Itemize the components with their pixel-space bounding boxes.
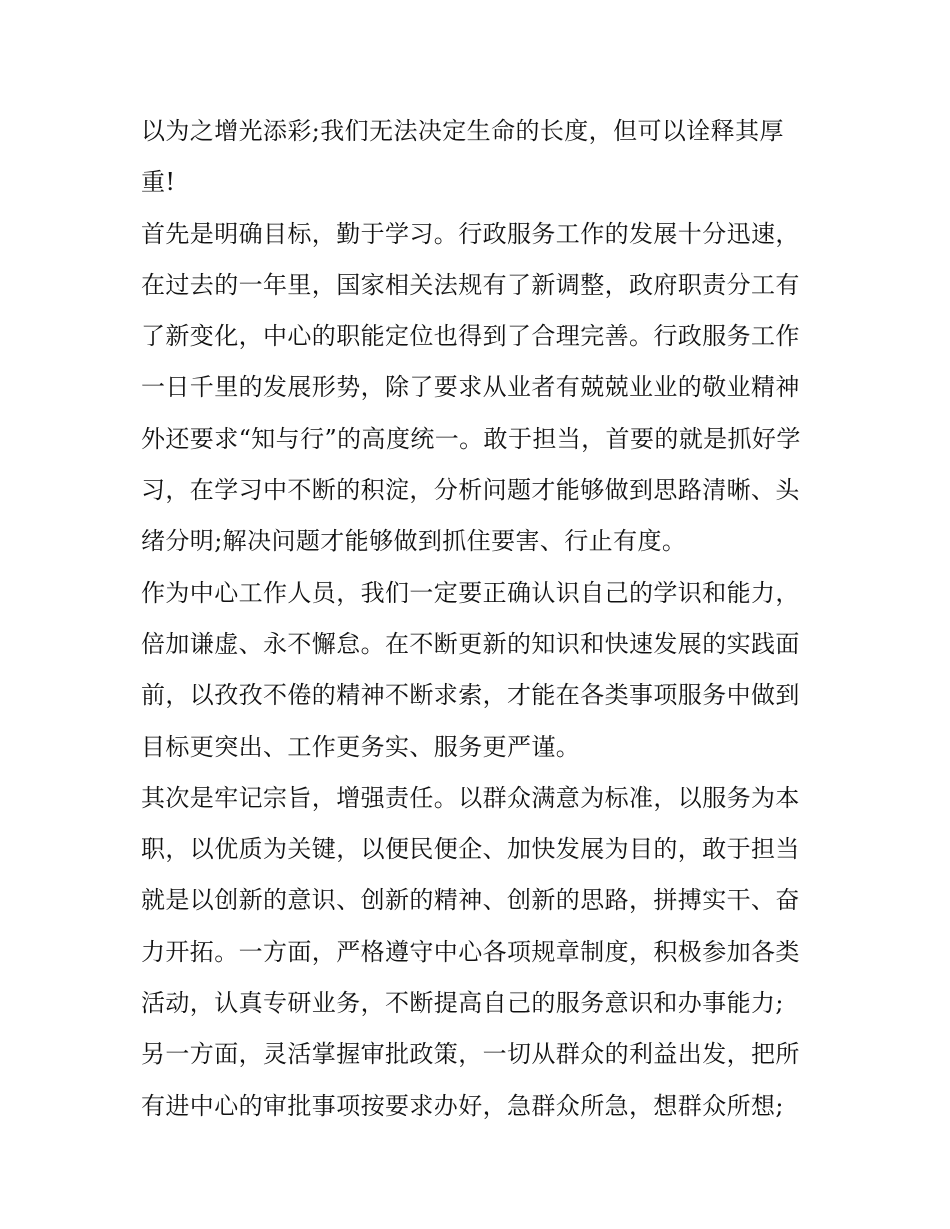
text-line: 力开拓。一方面，严格遵守中心各项规章制度，积极参加各类 bbox=[141, 937, 800, 966]
text-line: 倍加谦虚、永不懈怠。在不断更新的知识和快速发展的实践面 bbox=[141, 629, 800, 658]
text-line: 一日千里的发展形势，除了要求从业者有兢兢业业的敬业精神 bbox=[141, 373, 800, 402]
text-line: 目标更突出、工作更务实、服务更严谨。 bbox=[141, 732, 581, 761]
text-line: 习，在学习中不断的积淀，分析问题才能够做到思路清晰、头 bbox=[141, 476, 800, 505]
text-line: 了新变化，中心的职能定位也得到了合理完善。行政服务工作 bbox=[141, 322, 800, 351]
text-line: 作为中心工作人员，我们一定要正确认识自己的学识和能力， bbox=[141, 578, 800, 607]
text-line: 其次是牢记宗旨，增强责任。以群众满意为标准，以服务为本 bbox=[141, 783, 800, 812]
text-line: 活动，认真专研业务，不断提高自己的服务意识和办事能力; bbox=[141, 989, 784, 1018]
text-line: 有进中心的审批事项按要求办好，急群众所急，想群众所想; bbox=[141, 1091, 784, 1120]
text-line: 另一方面，灵活掌握审批政策，一切从群众的利益出发，把所 bbox=[141, 1040, 800, 1069]
text-line: 前，以孜孜不倦的精神不断求索，才能在各类事项服务中做到 bbox=[141, 681, 800, 710]
document-body bbox=[141, 106, 821, 1132]
text-line: 首先是明确目标，勤于学习。行政服务工作的发展十分迅速， bbox=[141, 219, 800, 248]
text-line: 绪分明;解决问题才能够做到抓住要害、行止有度。 bbox=[141, 527, 687, 556]
text-line: 外还要求“知与行”的高度统一。敢于担当，首要的就是抓好学 bbox=[141, 424, 801, 453]
text-line: 职，以优质为关键，以便民便企、加快发展为目的，敢于担当 bbox=[141, 835, 800, 864]
text-line: 在过去的一年里，国家相关法规有了新调整，政府职责分工有 bbox=[141, 270, 800, 299]
text-line: 就是以创新的意识、创新的精神、创新的思路，拼搏实干、奋 bbox=[141, 886, 800, 915]
text-line: 以为之增光添彩;我们无法决定生命的长度，但可以诠释其厚 bbox=[141, 117, 784, 145]
text-line: 重! bbox=[141, 168, 176, 197]
